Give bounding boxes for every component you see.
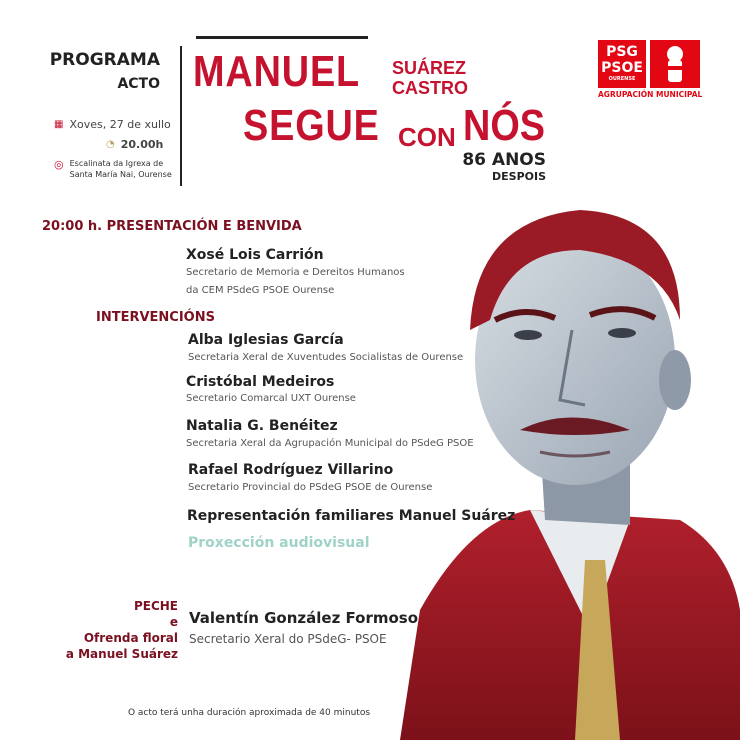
location-icon: ◎ bbox=[54, 158, 64, 171]
place-line2: Santa María Nai, Ourense bbox=[69, 170, 172, 179]
title-surname1: SUÁREZ bbox=[392, 58, 467, 78]
despois-label: DESPOIS bbox=[492, 170, 546, 183]
speaker-role: Secretario Comarcal UXT Ourense bbox=[186, 393, 356, 404]
closing-block bbox=[38, 598, 178, 662]
presenter-role2: da CEM PSdeG PSOE Ourense bbox=[186, 285, 335, 296]
header-divider bbox=[180, 46, 182, 186]
rose-fist-icon bbox=[650, 40, 700, 88]
footer-note: O acto terá unha duración aproximada de 40 minutos bbox=[127, 708, 371, 718]
presenter-role1: Secretario de Memoria e Dereitos Humanos bbox=[186, 267, 405, 278]
psg-psoe-box bbox=[598, 40, 646, 88]
title-con: CON bbox=[398, 122, 456, 152]
speaker-name: Rafael Rodríguez Villarino bbox=[188, 462, 394, 478]
speaker-role: Secretario Provincial do PSdeG PSOE de Ourense bbox=[188, 482, 433, 493]
speaker-name: Natalia G. Benéitez bbox=[186, 418, 338, 434]
anos-label: 86 ANOS bbox=[462, 150, 546, 170]
speaker-name: Alba Iglesias García bbox=[188, 332, 344, 348]
time-text: 20.00h bbox=[120, 138, 164, 151]
title-rule bbox=[196, 36, 368, 39]
logo-psoe: PSOE bbox=[601, 60, 643, 76]
title-manuel: MANUEL bbox=[193, 47, 361, 96]
calendar-icon: ▦ bbox=[54, 119, 64, 130]
place-line1: Escalinata da Igrexa de bbox=[69, 159, 164, 168]
logo-psg: PSG bbox=[606, 44, 638, 60]
projection-label: Proxección audiovisual bbox=[188, 535, 370, 551]
family-representation: Representación familiares Manuel Suárez bbox=[187, 508, 516, 524]
closing-role: Secretario Xeral do PSdeG- PSOE bbox=[189, 632, 387, 646]
closing-line3: Ofrenda floral bbox=[83, 631, 178, 645]
time-info bbox=[106, 138, 163, 151]
date-info bbox=[54, 118, 171, 131]
logo-ourense: OURENSE bbox=[608, 76, 636, 82]
date-text: Xoves, 27 de xullo bbox=[69, 118, 171, 131]
closing-name: Valentín González Formoso bbox=[189, 609, 419, 627]
title-segue: SEGUE bbox=[243, 101, 380, 150]
clock-icon: ◔ bbox=[106, 139, 115, 150]
title-nos: NÓS bbox=[463, 101, 546, 150]
logo-agrupacion: AGRUPACIÓN MUNICIPAL bbox=[598, 90, 703, 99]
programa-label: PROGRAMA bbox=[49, 50, 160, 70]
closing-line2: e bbox=[169, 615, 178, 629]
title-surname2: CASTRO bbox=[392, 78, 468, 98]
presenter-name: Xosé Lois Carrión bbox=[186, 247, 324, 263]
closing-line1: PECHE bbox=[133, 599, 178, 613]
closing-line4: a Manuel Suárez bbox=[65, 647, 178, 661]
section-interventions: INTERVENCIÓNS bbox=[96, 310, 215, 325]
title-surnames bbox=[392, 58, 468, 98]
portrait-illustration bbox=[380, 190, 740, 740]
speaker-role: Secretaria Xeral da Agrupación Municipal do PSdeG PSOE bbox=[186, 438, 474, 449]
section-presentation: 20:00 h. PRESENTACIÓN E BENVIDA bbox=[42, 219, 302, 234]
speaker-name: Cristóbal Medeiros bbox=[186, 374, 335, 390]
acto-label: ACTO bbox=[117, 76, 160, 92]
place-info bbox=[54, 158, 172, 180]
speaker-role: Secretaria Xeral de Xuventudes Socialistas de Ourense bbox=[188, 352, 464, 363]
